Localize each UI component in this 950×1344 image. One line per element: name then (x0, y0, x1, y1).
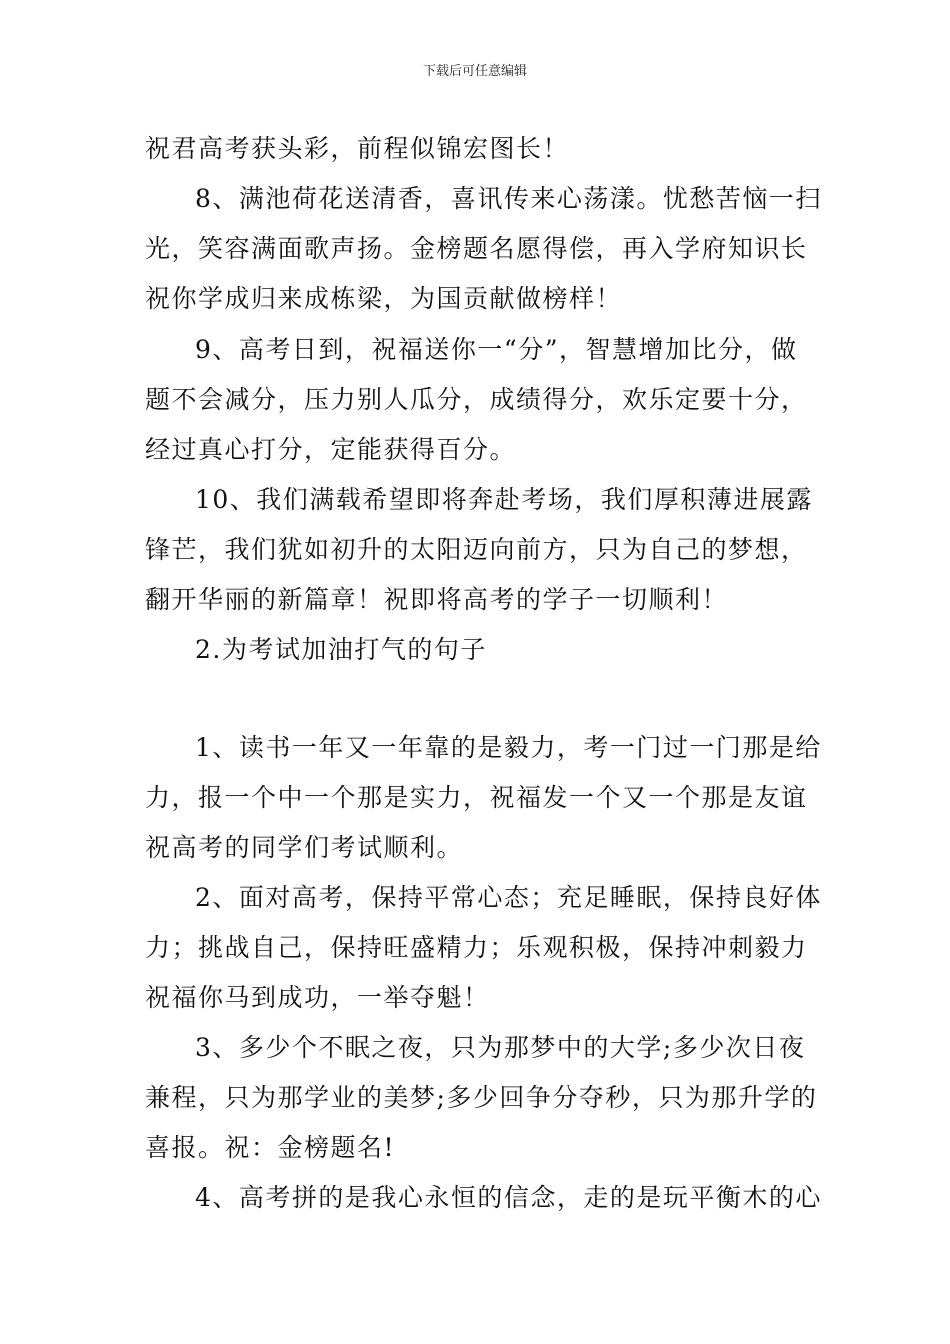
text-line: 锋芒，我们犹如初升的太阳迈向前方，只为自己的梦想， (145, 535, 808, 564)
text-line: 喜报。祝：金榜题名! (145, 1133, 396, 1162)
text-line: 2、面对高考，保持平常心态；充足睡眠，保持良好体 (195, 883, 822, 912)
text-line: 祝君高考获头彩，前程似锦宏图长！ (145, 134, 570, 163)
section-heading: 2.为考试加油打气的句子 (195, 635, 487, 664)
text-line: 力，报一个中一个那是实力，祝福发一个又一个那是友谊 (145, 783, 808, 812)
text-line: 4、高考拼的是我心永恒的信念，走的是玩平衡木的心 (195, 1183, 822, 1212)
text-line: 10、我们满载希望即将奔赴考场，我们厚积薄进展露 (195, 485, 813, 514)
text-line: 兼程，只为那学业的美梦;多少回争分夺秒，只为那升学的 (145, 1083, 818, 1112)
text-line: 经过真心打分，定能获得百分。 (145, 435, 517, 464)
text-line: 9、高考日到，祝福送你一“分”，智慧增加比分，做 (195, 335, 798, 364)
text-line: 翻开华丽的新篇章！祝即将高考的学子一切顺利！ (145, 585, 729, 614)
text-line: 1、读书一年又一年靠的是毅力，考一门过一门那是给 (195, 733, 822, 762)
text-line: 8、满池荷花送清香，喜讯传来心荡漾。忧愁苦恼一扫 (195, 184, 822, 213)
text-line: 力；挑战自己，保持旺盛精力；乐观积极，保持冲刺毅力 (145, 933, 808, 962)
text-line: 3、多少个不眠之夜，只为那梦中的大学;多少次日夜 (195, 1033, 806, 1062)
text-line: 祝高考的同学们考试顺利。 (145, 833, 464, 862)
text-line: 题不会减分，压力别人瓜分，成绩得分，欢乐定要十分， (145, 385, 808, 414)
text-line: 祝福你马到成功，一举夺魁！ (145, 983, 490, 1012)
page-header: 下载后可任意编辑 (422, 64, 527, 79)
text-line: 祝你学成归来成栋梁，为国贡献做榜样！ (145, 284, 623, 313)
text-line: 光，笑容满面歌声扬。金榜题名愿得偿，再入学府知识长 (145, 234, 808, 263)
